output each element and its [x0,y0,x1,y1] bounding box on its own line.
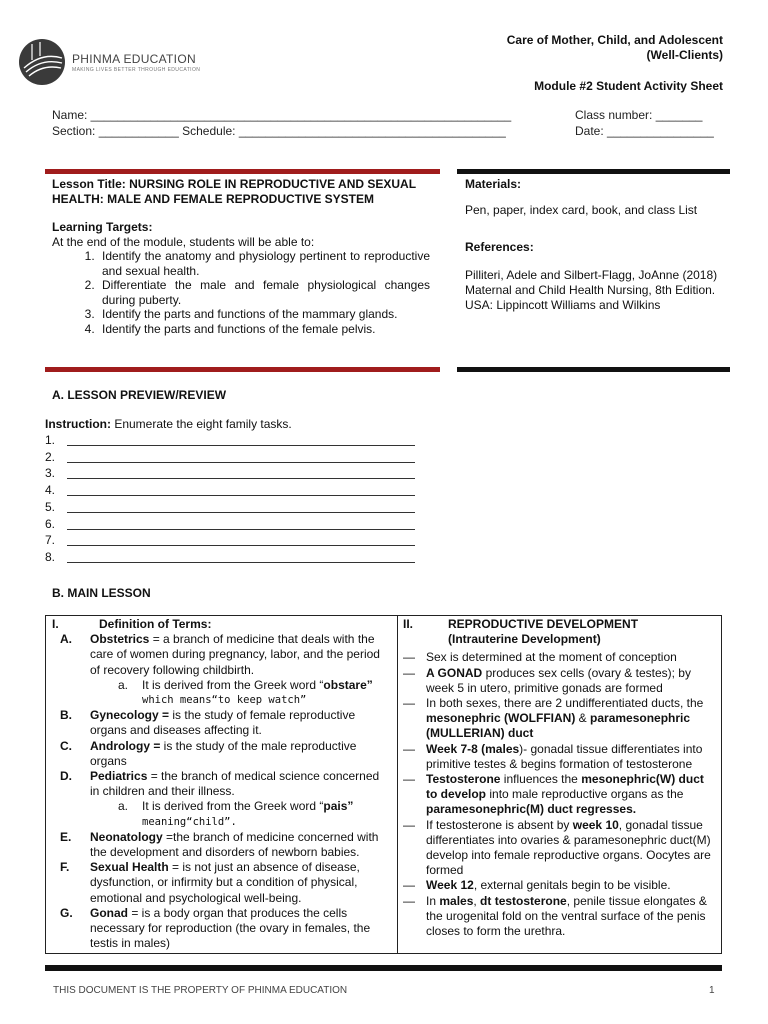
logo-tagline: MAKING LIVES BETTER THROUGH EDUCATION [72,67,201,73]
list-item: 4. Identify the parts and functions of the female pelvis. [98,322,430,337]
section-b-title: B. MAIN LESSON [52,586,151,600]
date-field[interactable]: Date: ________________ [575,124,714,138]
instruction-text: Enumerate the eight family tasks. [111,417,292,431]
list-item: — A GONAD produces sex cells (ovary & testes); by week 5 in utero, primitive gonads are formed [403,665,691,695]
development-subheading: (Intrauterine Development) [448,632,601,647]
lesson-top-rule [45,169,440,174]
list-item: 1. Identify the anatomy and physiology pertinent to reproductive and sexual health. [98,249,430,278]
reproductive-development-column [403,617,717,939]
definitions-heading: I. Definition of Terms: [52,617,212,631]
list-item[interactable]: 7. [45,532,415,549]
list-item[interactable]: 1. [45,432,415,449]
lesson-title: Lesson Title: NURSING ROLE IN REPRODUCTIVE AND SEXUAL HEALTH: MALE AND FEMALE REPRODUCTIVE SYSTEM [52,177,416,206]
materials-bottom-rule [457,367,730,372]
materials-text: Pen, paper, index card, book, and class List [465,203,698,217]
learning-targets-intro: At the end of the module, students will be able to: [52,234,315,249]
page-number: 1 [709,985,715,996]
references-text: Pilliteri, Adele and Silbert-Flagg, JoAnne (2018) Maternal and Child Health Nursing, 8th Edition. USA: Lippincott Williams and Wilkins [465,268,718,312]
list-item: 2. Differentiate the male and female physiological changes during puberty. [98,278,430,307]
list-item: — Week 7-8 (males)- gonadal tissue differentiates into primitive testes & begins formation of testosterone [403,741,703,771]
term-pediatrics: D. Pediatrics = the branch of medical science concerned in children and their illness. [60,769,380,799]
materials-heading: Materials: [465,177,522,191]
course-title-line1: Care of Mother, Child, and Adolescent [506,33,723,47]
lesson-bottom-rule [45,367,440,372]
materials-top-rule [457,169,730,174]
name-field[interactable]: Name: _______________________________________________________________ [52,108,512,122]
term-gonad: G. Gonad = is a body organ that produces the cells necessary for reproduction (the ovary in females, the testis in males) [60,905,371,951]
course-title-line2: (Well-Clients) [646,48,723,62]
term-pediatrics-origin: a. It is derived from the Greek word “pais” [118,799,354,814]
term-obstetrics: A. Obstetrics = a branch of medicine that deals with the care of women during pregnancy, labor, and the period of recovery following childbirth. [60,632,380,677]
term-obstetrics-origin: a. It is derived from the Greek word “obstare” [118,677,373,692]
list-item: — Week 12, external genitals begin to be visible. [403,878,671,893]
module-title: Module #2 Student Activity Sheet [534,79,723,93]
logo-name: PHINMA EDUCATION [72,52,196,66]
development-heading: II. REPRODUCTIVE DEVELOPMENT [403,617,639,631]
term-pediatrics-meaning: meaning“child”. [142,815,237,828]
term-obstetrics-meaning: which means“to keep watch” [142,694,307,707]
phinma-logo-icon [18,38,66,86]
list-item[interactable]: 8. [45,549,415,566]
list-item[interactable]: 6. [45,516,415,533]
term-sexual-health: F. Sexual Health = is not just an absence of disease, dysfunction, or infirmity but a condition of physical, emotional and psychological well-being. [60,860,360,905]
definitions-column [52,617,390,951]
instruction-line [45,417,292,431]
list-item[interactable]: 2. [45,449,415,466]
term-gynecology: B. Gynecology = is the study of female reproductive organs and diseases affecting it. [60,708,356,738]
footer-text: THIS DOCUMENT IS THE PROPERTY OF PHINMA EDUCATION [53,985,348,996]
list-item: — Sex is determined at the moment of conception [403,650,677,665]
list-item[interactable]: 4. [45,482,415,499]
family-tasks-list [45,432,415,566]
list-item: 3. Identify the parts and functions of the mammary glands. [98,307,430,322]
footer-rule [45,965,722,971]
learning-targets-heading: Learning Targets: [52,220,153,234]
list-item: — If testosterone is absent by week 10, gonadal tissue differentiates into ovaries & paramesonephric duct(M) develop into female reproductive organs. Oocytes are formed [403,817,711,878]
lesson-box [52,177,430,336]
materials-box [465,177,727,313]
term-andrology: C. Andrology = is the study of the male reproductive organs [60,738,357,768]
class-number-field[interactable]: Class number: _______ [575,108,703,122]
list-item[interactable]: 5. [45,499,415,516]
section-schedule-field[interactable]: Section: ____________ Schedule: ________________________________________ [52,124,506,138]
list-item: — In both sexes, there are 2 undifferentiated ducts, the mesonephric (WOLFFIAN) & paramesonephric (MULLERIAN) duct [403,696,704,741]
instruction-label: Instruction: [45,417,111,431]
references-heading: References: [465,240,534,254]
list-item: — In males, dt testosterone, penile tissue elongates & the urogenital fold on the ventral surface of the penis closes to form the urethra. [403,893,707,939]
list-item: — Testosterone influences the mesonephric(W) duct to develop into male reproductive organs as the paramesonephric(M) duct regresses. [403,772,704,817]
table-column-divider [397,615,398,954]
list-item[interactable]: 3. [45,465,415,482]
learning-targets-list [52,249,430,336]
term-neonatology: E. Neonatology =the branch of medicine concerned with the development and disorders of newborn babies. [60,829,379,860]
section-a-title: A. LESSON PREVIEW/REVIEW [52,388,227,402]
